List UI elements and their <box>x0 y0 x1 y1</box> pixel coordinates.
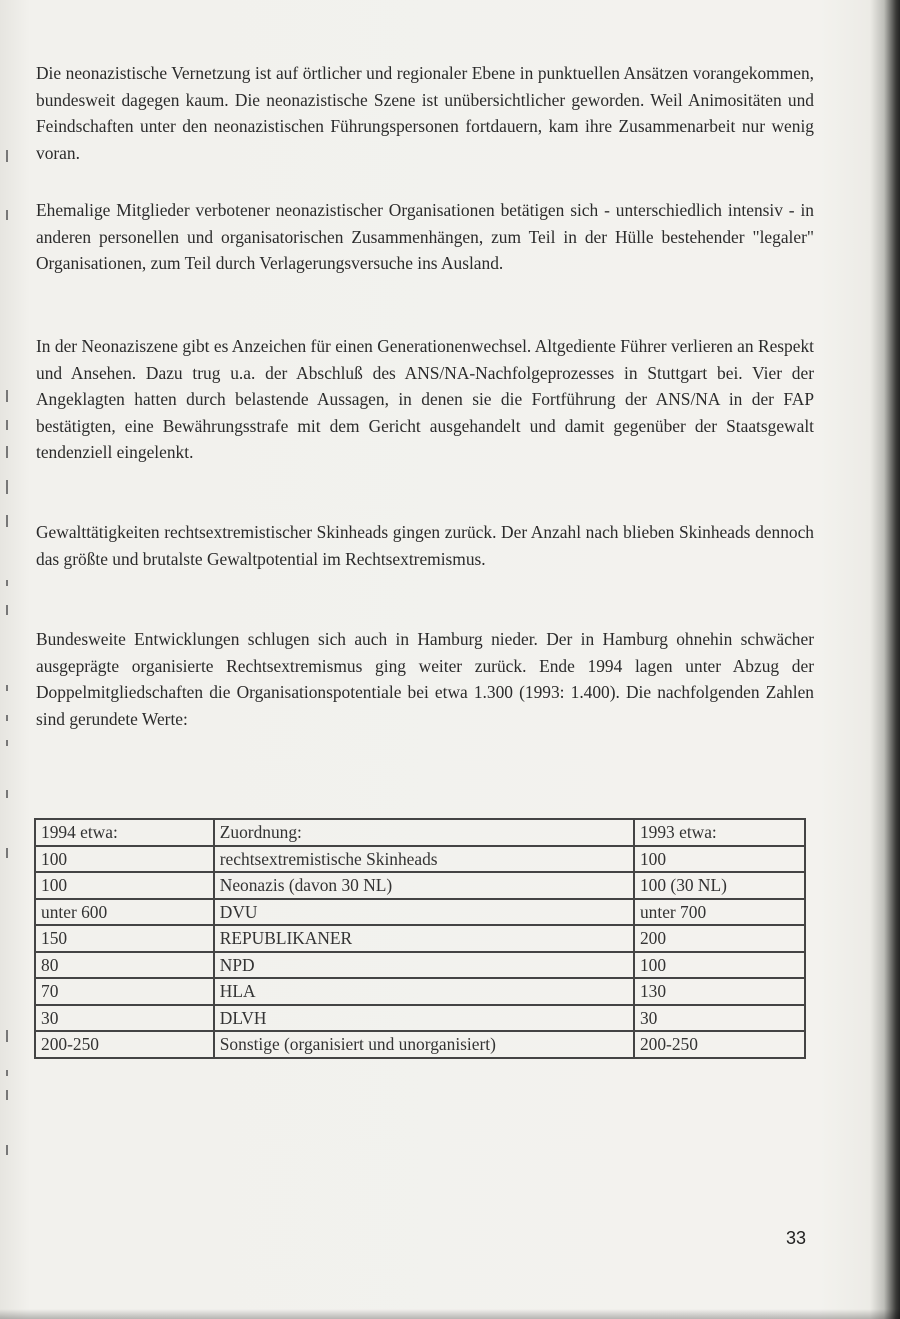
table-cell: rechtsextremistische Skinheads <box>214 846 634 873</box>
table-row <box>35 899 805 926</box>
table-cell: 100 (30 NL) <box>634 872 805 899</box>
table-row <box>35 872 805 899</box>
table-cell: HLA <box>214 978 634 1005</box>
left-margin-scan-marks <box>6 140 12 1120</box>
table-cell: 200-250 <box>634 1031 805 1058</box>
paragraph-former-members: Ehemalige Mitglieder verbotener neonazistischer Organisationen betätigen sich - unterschiedlich intensiv - in anderen personellen und organisatorischen Zusammenhängen, zum Teil in der Hülle bestehender "legaler" Organisationen, zum Teil durch Verlagerungsversuche ins Ausland. <box>36 200 814 273</box>
table-row <box>35 978 805 1005</box>
paragraph-hamburg-developments: Bundesweite Entwicklungen schlugen sich auch in Hamburg nieder. Der in Hamburg ohnehin schwächer ausgeprägte organisierte Rechtsextremismus ging weiter zurück. Ende 1994 lagen unter Abzug der Doppelmitgliedschaften die Organisationspotentiale bei etwa 1.300 (1993: 1.400). Die nachfolgenden Zahlen sind gerundete Werte: <box>36 629 814 729</box>
table-cell: REPUBLIKANER <box>214 925 634 952</box>
table-header-cell: 1993 etwa: <box>634 819 805 846</box>
table-cell: 100 <box>634 952 805 979</box>
page-bottom-shadow <box>0 1309 900 1319</box>
table-cell: NPD <box>214 952 634 979</box>
table-cell: Neonazis (davon 30 NL) <box>214 872 634 899</box>
table-row <box>35 925 805 952</box>
paragraph-neonazi-networking: Die neonazistische Vernetzung ist auf örtlicher und regionaler Ebene in punktuellen Ansätzen vorangekommen, bundesweit dagegen kaum. Die neonazistische Szene ist unübersichtlicher geworden. Weil Animositäten und Feindschaften unter den neonazistischen Führungspersonen fortdauern, kam ihre Zusammenarbeit nur wenig voran. <box>36 63 814 163</box>
table-cell: unter 600 <box>35 899 214 926</box>
organisation-potential-table <box>34 818 806 1059</box>
table-cell: 80 <box>35 952 214 979</box>
table-cell: 200-250 <box>35 1031 214 1058</box>
table-cell: 100 <box>35 872 214 899</box>
table-cell: 130 <box>634 978 805 1005</box>
page-number: 33 <box>786 1228 807 1248</box>
table-row <box>35 952 805 979</box>
table-cell: Sonstige (organisiert und unorganisiert) <box>214 1031 634 1058</box>
table-header-cell: 1994 etwa: <box>35 819 214 846</box>
table-header-row <box>35 819 805 846</box>
table-row <box>35 1031 805 1058</box>
table-cell: 200 <box>634 925 805 952</box>
paragraph-generation-change: In der Neonaziszene gibt es Anzeichen für einen Generationenwechsel. Altgediente Führer verlieren an Respekt und Ansehen. Dazu trug u.a. der Abschluß des ANS/NA-Nachfolgeprozesses in Stuttgart bei. Vier der Angeklagten hatten durch belastende Aussagen, in denen sie die Fortführung der ANS/NA in der FAP bestätigten, eine Bewährungsstrafe mit dem Gericht ausgehandelt und damit gegenüber der Staatsgewalt tendenziell eingelenkt. <box>36 336 814 462</box>
table-cell: 150 <box>35 925 214 952</box>
table-cell: 30 <box>634 1005 805 1032</box>
table-header-cell: Zuordnung: <box>214 819 634 846</box>
table-cell: 30 <box>35 1005 214 1032</box>
table-row <box>35 846 805 873</box>
table-cell: 100 <box>634 846 805 873</box>
table-cell: unter 700 <box>634 899 805 926</box>
table-cell: 70 <box>35 978 214 1005</box>
table-cell: DLVH <box>214 1005 634 1032</box>
paragraph-skinhead-violence: Gewalttätigkeiten rechtsextremistischer Skinheads gingen zurück. Der Anzahl nach blieben Skinheads dennoch das größte und brutalste Gewaltpotential im Rechtsextremismus. <box>36 522 814 569</box>
table-row <box>35 1005 805 1032</box>
table-cell: 100 <box>35 846 214 873</box>
table-cell: DVU <box>214 899 634 926</box>
